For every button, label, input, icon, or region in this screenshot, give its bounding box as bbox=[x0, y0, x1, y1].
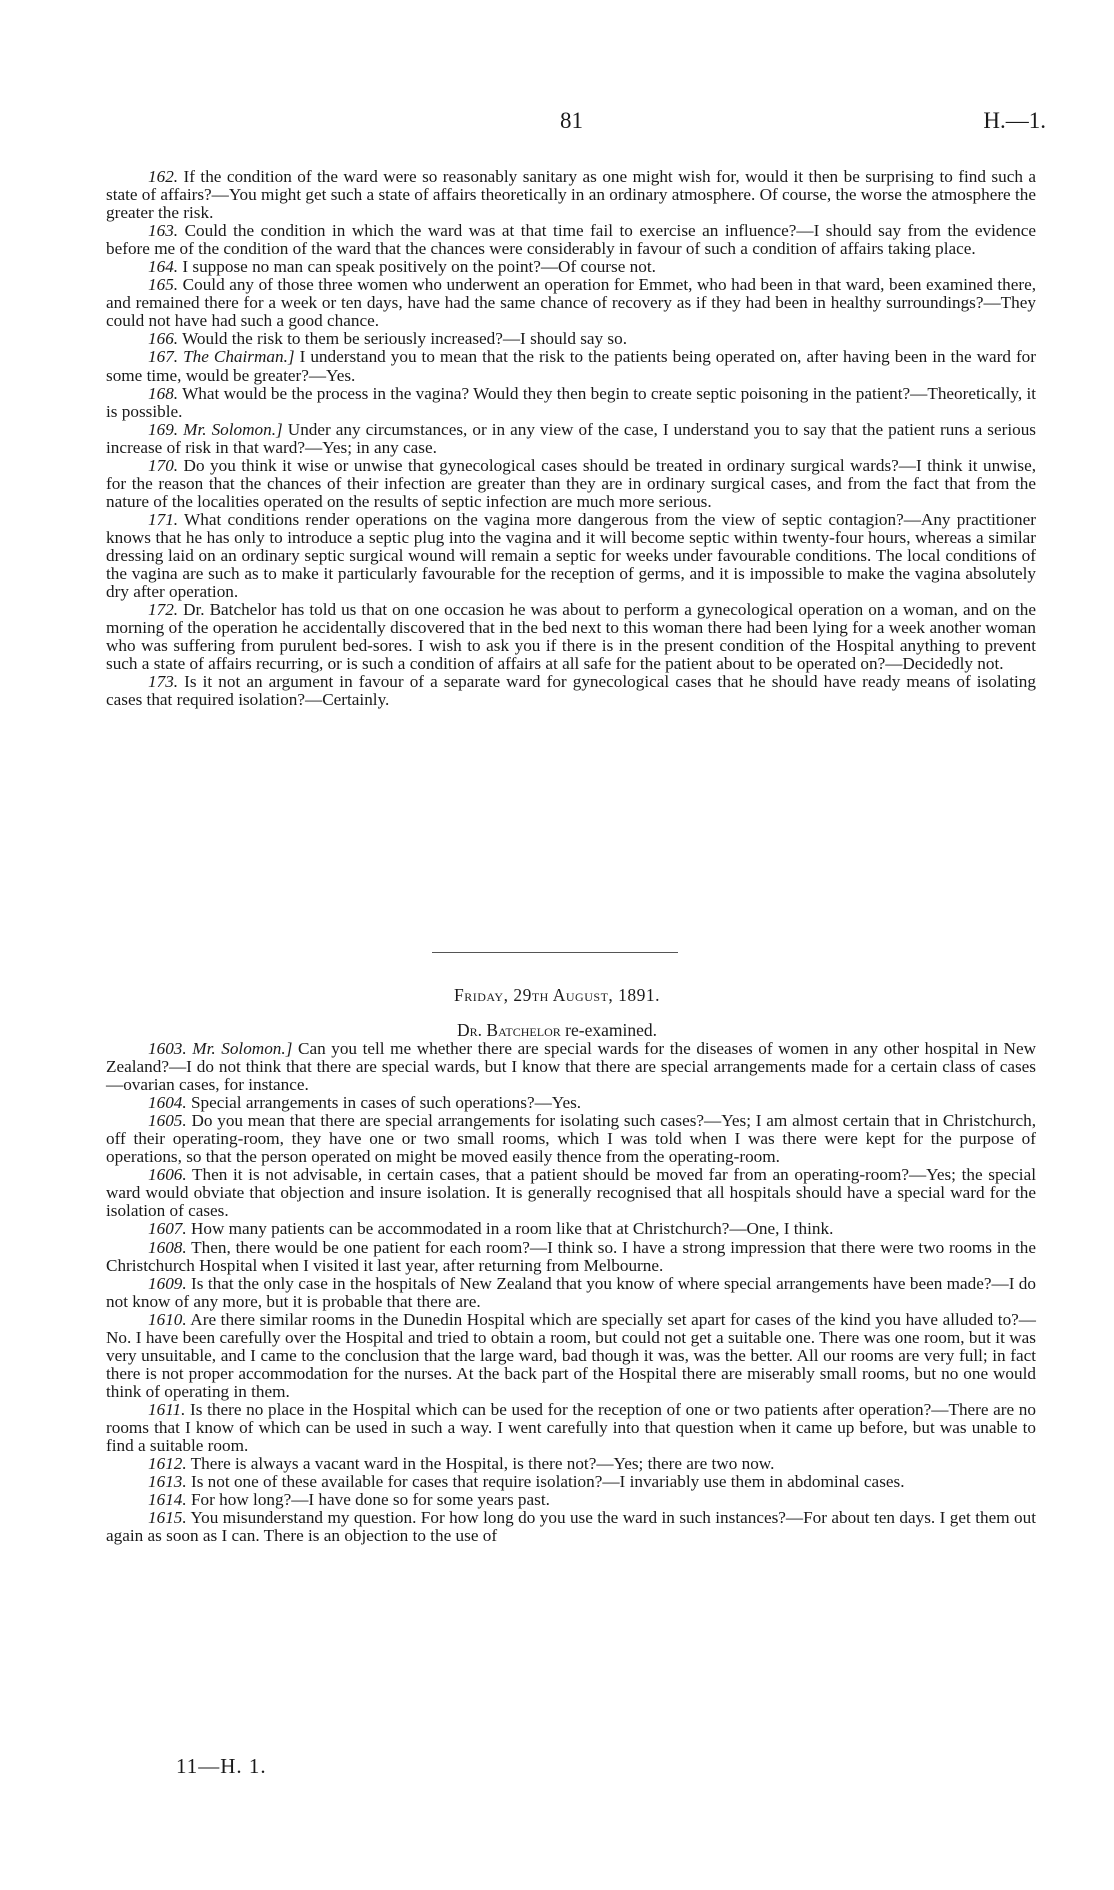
question-text: What would be the process in the vagina? Would they then begin to create septic poisoning in the patient?—Theoretically, it is possible. bbox=[106, 383, 1036, 421]
question-text: Then it is not advisable, in certain cases, that a patient should be moved far from an operating-room?—Yes; the special ward would obviate that objection and insure isolation. It is generally recognised that all hospitals should have a special ward for the isolation of cases. bbox=[106, 1165, 1036, 1221]
question-paragraph bbox=[106, 330, 1036, 348]
speaker-lead: Mr. Solomon.] bbox=[178, 419, 283, 439]
question-paragraph bbox=[106, 1491, 1036, 1509]
question-number: 1603. bbox=[148, 1039, 187, 1058]
question-paragraph bbox=[106, 421, 1036, 457]
witness-suffix: re-examined. bbox=[560, 1020, 657, 1040]
question-number: 168. bbox=[148, 383, 179, 403]
question-text: Could the condition in which the ward was at that time fail to exercise an influence?—I should say from the evidence before me of the condition of the ward that the chances were considerably in favour of such a condition of affairs taking place. bbox=[106, 221, 1036, 259]
question-text: What conditions render operations on the vagina more dangerous from the view of septic contagion?—Any practitioner knows that he has only to introduce a septic plug into the vagina and it will become septic within twenty-four hours, whereas a similar dressing laid on an ordinary septic surgical wound will remain a septic for weeks under favourable conditions. The local conditions of the vagina are such as to make it particularly favourable for the reception of germs, and it is impossible to make the vagina absolutely dry after operation. bbox=[106, 509, 1036, 602]
question-paragraph bbox=[106, 348, 1036, 384]
question-text: Is that the only case in the hospitals of New Zealand that you know of where special arrangements have been made?—I do not know of any more, but it is probable that there are. bbox=[106, 1273, 1036, 1311]
page-number: 81 bbox=[560, 108, 583, 133]
question-text: Is it not an argument in favour of a separate ward for gynecological cases that he should have ready means of isolating cases that required isolation?—Certainly. bbox=[106, 672, 1036, 710]
question-paragraph bbox=[106, 258, 1036, 276]
question-paragraph bbox=[106, 1094, 1036, 1112]
question-number: 1615. bbox=[148, 1508, 187, 1528]
question-paragraph bbox=[106, 1112, 1036, 1166]
question-paragraph bbox=[106, 168, 1036, 222]
question-number: 1609. bbox=[148, 1273, 187, 1293]
question-number: 1605. bbox=[148, 1111, 187, 1131]
question-number: 167. bbox=[148, 347, 179, 367]
question-number: 1610. bbox=[148, 1309, 187, 1329]
speaker-lead: The Chairman.] bbox=[178, 347, 295, 367]
question-paragraph bbox=[106, 1239, 1036, 1275]
question-text: If the condition of the ward were so reasonably sanitary as one might wish for, would it then be surprising to find such a state of affairs?—You might get such a state of affairs theoretically in an ordinary atmosphere. Of course, the worse the atmosphere the greater the risk. bbox=[106, 167, 1036, 223]
question-text: Is not one of these available for cases that require isolation?—I invariably use them in abdominal cases. bbox=[186, 1472, 905, 1492]
question-text: Under any circumstances, or in any view of the case, I understand you to say that the patient runs a serious increase of risk in that ward?—Yes; in any case. bbox=[106, 419, 1036, 457]
question-text: Can you tell me whether there are special wards for the diseases of women in any other hospital in New Zealand?—I do not think that there are special wards, but I know that there are special arrangements made for a certain class of cases—ovarian cases, for instance. bbox=[106, 1039, 1036, 1095]
question-number: 1604. bbox=[148, 1093, 187, 1113]
question-text: Do you think it wise or unwise that gynecological cases should be treated in ordinary surgical wards?—I think it unwise, for the reason that the chances of their infection are greater than they are in ordinary surgical cases, and from the fact that from the nature of the localities operated on the results of septic infection are much more serious. bbox=[106, 455, 1036, 511]
question-number: 166. bbox=[148, 329, 179, 349]
question-paragraph bbox=[106, 1220, 1036, 1238]
witness-name: Dr. Batchelor bbox=[457, 1020, 561, 1040]
question-paragraph bbox=[106, 1509, 1036, 1545]
question-text: You misunderstand my question. For how long do you use the ward in such instances?—For about ten days. I get them out again as soon as I can. There is an objection to the use of bbox=[106, 1508, 1036, 1546]
question-number: 1613. bbox=[148, 1472, 187, 1492]
question-text: Then, there would be one patient for each room?—I think so. I have a strong impression that there were two rooms in the Christchurch Hospital when I visited it last year, after returning from Melbourne. bbox=[106, 1237, 1036, 1275]
question-text: Dr. Batchelor has told us that on one occasion he was about to perform a gynecological operation on a woman, and on the morning of the operation he accidentally discovered that in the bed next to this woman there had been lying for a week another woman who was suffering from purulent bed-sores. I wish to ask you if there is in the present condition of the Hospital anything to prevent such a state of affairs recurring, or is such a condition of affairs at all safe for the patient about to be operated on?—Decidedly not. bbox=[106, 600, 1036, 674]
question-paragraph bbox=[106, 276, 1036, 330]
question-number: 169. bbox=[148, 419, 179, 439]
speaker-lead: Mr. Solomon.] bbox=[186, 1039, 293, 1058]
question-number: 171. bbox=[148, 509, 179, 529]
section-divider bbox=[432, 952, 678, 953]
question-number: 164. bbox=[148, 257, 179, 277]
question-number: 1606. bbox=[148, 1165, 187, 1185]
evidence-block-2 bbox=[106, 1040, 1036, 1545]
section-date-heading: Friday, 29th August, 1891. bbox=[453, 985, 661, 1005]
question-paragraph bbox=[106, 222, 1036, 258]
question-text: There is always a vacant ward in the Hospital, is there not?—Yes; there are two now. bbox=[186, 1454, 775, 1474]
evidence-block-1 bbox=[106, 168, 1036, 709]
question-paragraph bbox=[106, 1275, 1036, 1311]
question-number: 1607. bbox=[148, 1219, 187, 1239]
question-number: 1612. bbox=[148, 1454, 187, 1474]
question-number: 1611. bbox=[148, 1399, 186, 1419]
question-number: 172. bbox=[148, 600, 179, 620]
question-text: For how long?—I have done so for some years past. bbox=[186, 1490, 550, 1510]
question-paragraph bbox=[106, 1455, 1036, 1473]
question-text: Special arrangements in cases of such operations?—Yes. bbox=[186, 1093, 582, 1113]
question-paragraph bbox=[106, 385, 1036, 421]
question-text: Are there similar rooms in the Dunedin Hospital which are specially set apart for cases of the kind you have alluded to?—No. I have been carefully over the Hospital and tried to obtain a room, but could not get a suitable one. There was one room, but it was very unsuitable, and I came to the conclusion that the large ward, bad though it was, was the better. All our rooms are very full; in fact there is not proper accommodation for the nurses. At the back part of the Hospital there are miserably small rooms, but no one would think of operating in them. bbox=[106, 1309, 1036, 1401]
printer-signature: 11—H. 1. bbox=[176, 1754, 267, 1778]
question-text: Could any of those three women who underwent an operation for Emmet, who had been in that ward, been examined there, and remained there for a week or ten days, have had the same chance of recovery as if they had been in healthy surroundings?—They could not have had such a good chance. bbox=[106, 275, 1036, 331]
question-paragraph bbox=[106, 601, 1036, 673]
question-text: I understand you to mean that the risk to the patients being operated on, after having been in the ward for some time, would be greater?—Yes. bbox=[106, 347, 1036, 385]
question-paragraph bbox=[106, 1311, 1036, 1401]
question-paragraph bbox=[106, 457, 1036, 511]
question-text: How many patients can be accommodated in a room like that at Christchurch?—One, I think. bbox=[186, 1219, 834, 1239]
question-number: 165. bbox=[148, 275, 179, 295]
question-number: 1608. bbox=[148, 1237, 187, 1257]
document-reference: H.—1. bbox=[983, 108, 1046, 133]
question-paragraph bbox=[106, 1040, 1036, 1094]
question-text: I suppose no man can speak positively on the point?—Of course not. bbox=[178, 257, 656, 277]
question-number: 162. bbox=[148, 167, 179, 186]
question-number: 173. bbox=[148, 672, 179, 692]
question-text: Do you mean that there are special arrangements for isolating such cases?—Yes; I am almost certain that in Christchurch, off their operating-room, they have one or two small rooms, which I was told when I was there were kept for the purpose of operations, so that the person operated on might be moved easily thence from the operating-room. bbox=[106, 1111, 1036, 1167]
question-text: Would the risk to them be seriously increased?—I should say so. bbox=[178, 329, 627, 349]
question-paragraph bbox=[106, 1473, 1036, 1491]
question-number: 170. bbox=[148, 455, 179, 475]
question-paragraph bbox=[106, 511, 1036, 601]
question-paragraph bbox=[106, 1166, 1036, 1220]
question-number: 163. bbox=[148, 221, 179, 241]
question-paragraph bbox=[106, 673, 1036, 709]
question-number: 1614. bbox=[148, 1490, 187, 1510]
witness-heading bbox=[0, 1020, 1114, 1041]
question-paragraph bbox=[106, 1401, 1036, 1455]
question-text: Is there no place in the Hospital which can be used for the reception of one or two patients after operation?—There are no rooms that I know of which can be used in such a way. I went carefully into that question when it came up before, but was unable to find a suitable room. bbox=[106, 1399, 1036, 1456]
